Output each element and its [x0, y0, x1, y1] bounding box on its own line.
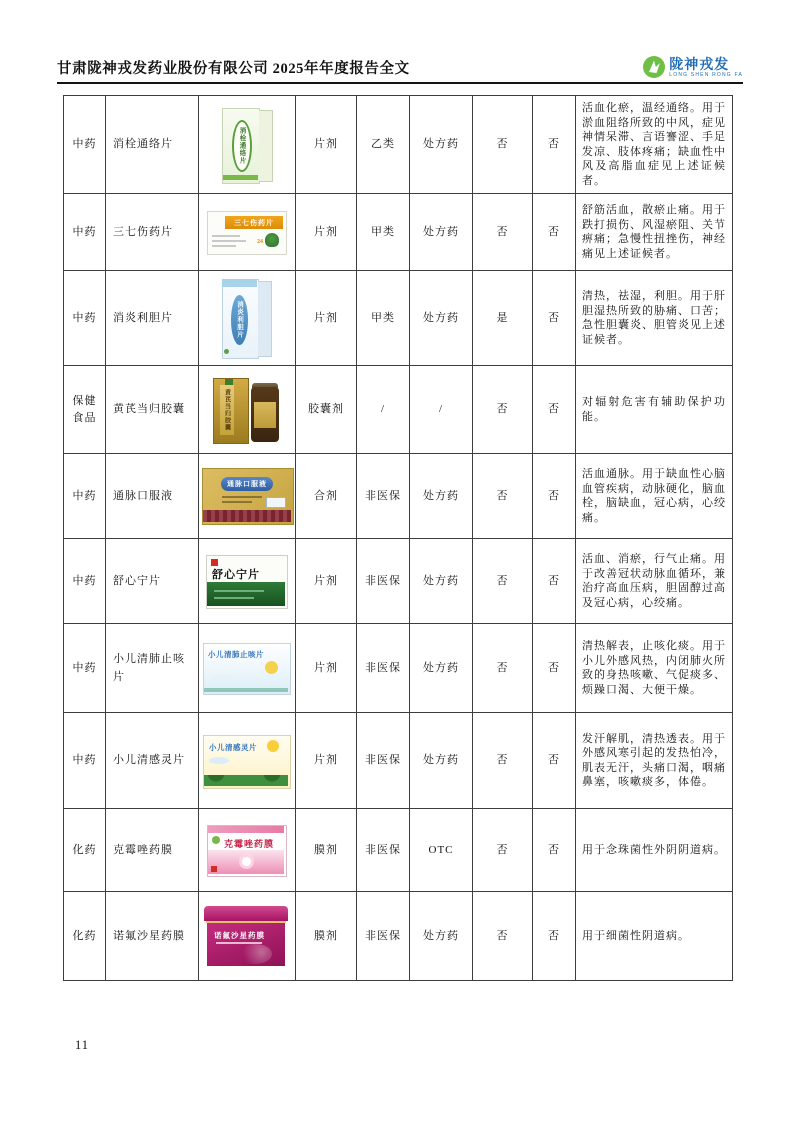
pack-photo-xiaoshuan-tongluo-pian [216, 106, 278, 184]
pack-decoration [212, 240, 246, 242]
cell-rx-class: 处方药 [410, 713, 473, 809]
pack-decoration [223, 175, 258, 180]
cell-product-image [199, 892, 296, 981]
pack-photo-shuxinning-pian [206, 553, 288, 609]
cell-flag-a: 否 [473, 96, 533, 194]
cell-dosage-form: 片剂 [296, 624, 357, 713]
cell-insurance-class: 非医保 [357, 809, 410, 892]
cell-insurance-class: / [357, 366, 410, 454]
cell-category: 中药 [64, 713, 106, 809]
cell-rx-class: 处方药 [410, 624, 473, 713]
cell-product-name: 小儿清感灵片 [106, 713, 199, 809]
cell-flag-b: 否 [533, 454, 576, 539]
pack-label-text: 消栓通络片 [238, 126, 246, 165]
cell-description: 发汗解肌，清热透表。用于外感风寒引起的发热怕冷，肌表无汗，头痛口渴，咽痛鼻塞，咳嗽痰多，体倦。 [576, 713, 733, 809]
pack-decoration [214, 590, 264, 592]
pack-photo-tongmai-koufuye [202, 467, 294, 525]
cell-dosage-form: 膜剂 [296, 809, 357, 892]
cell-product-image [199, 539, 296, 624]
cell-category: 化药 [64, 892, 106, 981]
cell-description: 用于细菌性阴道病。 [576, 892, 733, 981]
cell-dosage-form: 片剂 [296, 271, 357, 366]
pack-pattern-band [203, 510, 291, 522]
pack-cloud-art [211, 675, 233, 682]
cell-product-image [199, 194, 296, 271]
table-row [64, 194, 733, 271]
table-row [64, 96, 733, 194]
pack-label-stripe [220, 385, 234, 435]
table-row [64, 713, 733, 809]
cell-product-image [199, 624, 296, 713]
pack-photo-huangqi-danggui-jiaonang [211, 375, 283, 445]
pack-decoration [204, 688, 288, 692]
pack-label-text: 黄芪当归胶囊 [223, 388, 230, 431]
pack-label-text: 三七伤药片 [234, 218, 274, 227]
pack-badge [212, 836, 220, 844]
cell-category: 中药 [64, 539, 106, 624]
pack-side-face [259, 110, 273, 182]
pack-label-text: 克霉唑药膜 [224, 839, 275, 849]
pack-label-text: 小儿清肺止咳片 [208, 650, 264, 659]
cell-flag-a: 否 [473, 713, 533, 809]
document-title: 甘肃陇神戎发药业股份有限公司 2025年年度报告全文 [57, 61, 410, 77]
cell-flag-b: 否 [533, 713, 576, 809]
cell-insurance-class: 非医保 [357, 454, 410, 539]
pack-dose-text: 24 [257, 239, 263, 245]
table-row [64, 366, 733, 454]
pack-label-text: 小儿清感灵片 [209, 742, 257, 752]
cell-flag-b: 否 [533, 809, 576, 892]
cell-product-image [199, 366, 296, 454]
logo-name-en: LONG SHEN RONG FA [669, 71, 743, 78]
logo-text [669, 57, 743, 78]
cell-product-name: 舒心宁片 [106, 539, 199, 624]
cell-product-name: 三七伤药片 [106, 194, 199, 271]
cell-description: 清热解表，止咳化痰。用于小儿外感风热，内闭肺火所致的身热咳嗽、气促痰多、烦躁口渴、大便干燥。 [576, 624, 733, 713]
pack-decoration [222, 496, 262, 498]
pack-decoration [222, 501, 252, 503]
cell-description: 活血化瘀，温经通络。用于淤血阻络所致的中风，症见神情呆滞、言语謇涩、手足发凉、肢体疼痛；缺血性中风及高脂血症见上述证候者。 [576, 96, 733, 194]
pack-label-text: 诺氟沙星药膜 [214, 931, 265, 940]
pack-label-text: 消炎利胆片 [236, 301, 243, 339]
table-row [64, 809, 733, 892]
pack-side-face [258, 281, 272, 357]
cell-flag-a: 否 [473, 624, 533, 713]
cell-description: 活血通脉。用于缺血性心脑血管疾病，动脉硬化，脑血栓，脑缺血，冠心病，心绞痛。 [576, 454, 733, 539]
cell-flag-a: 是 [473, 271, 533, 366]
cell-flag-b: 否 [533, 96, 576, 194]
cell-description: 活血、消瘀，行气止痛。用于改善冠状动脉血循环，兼治疗高血压病，胆固醇过高及冠心病，心绞痛。 [576, 539, 733, 624]
pack-oval-label [231, 295, 248, 345]
cell-flag-b: 否 [533, 194, 576, 271]
cell-product-image [199, 713, 296, 809]
pack-decoration [212, 235, 240, 237]
cell-product-image [199, 96, 296, 194]
cell-category: 中药 [64, 624, 106, 713]
cell-category: 中药 [64, 194, 106, 271]
cell-rx-class: 处方药 [410, 271, 473, 366]
table-row [64, 892, 733, 981]
table-row [64, 624, 733, 713]
cell-flag-b: 否 [533, 892, 576, 981]
cell-category: 保健食品 [64, 366, 106, 454]
cell-flag-a: 否 [473, 539, 533, 624]
pack-decoration [214, 597, 254, 599]
cell-rx-class: 处方药 [410, 194, 473, 271]
cell-category: 中药 [64, 271, 106, 366]
logo-name-cn: 陇神戎发 [669, 55, 730, 72]
product-table [63, 95, 733, 981]
table-row [64, 539, 733, 624]
cell-flag-a: 否 [473, 892, 533, 981]
pack-grass-art [204, 775, 288, 786]
pack-label-text: 舒心宁片 [212, 569, 260, 581]
pack-moon-art [265, 661, 278, 674]
cell-flag-b: 否 [533, 539, 576, 624]
cell-product-name: 通脉口服液 [106, 454, 199, 539]
cell-dosage-form: 片剂 [296, 539, 357, 624]
cell-insurance-class: 非医保 [357, 624, 410, 713]
pack-photo-xiaoer-qingfei-zhike-pian [203, 641, 291, 695]
cell-dosage-form: 胶囊剂 [296, 366, 357, 454]
cell-rx-class: / [410, 366, 473, 454]
cell-dosage-form: 片剂 [296, 96, 357, 194]
pack-photo-kemeizuo-yaomo [207, 823, 287, 877]
pack-green-band [207, 582, 285, 606]
pack-title-band [225, 216, 283, 229]
cell-insurance-class: 非医保 [357, 892, 410, 981]
cell-category: 中药 [64, 454, 106, 539]
cell-product-name: 克霉唑药膜 [106, 809, 199, 892]
pack-lid [204, 906, 288, 921]
pack-decoration [224, 349, 229, 354]
table-row [64, 271, 733, 366]
cell-rx-class: 处方药 [410, 892, 473, 981]
cell-rx-class: 处方药 [410, 454, 473, 539]
cell-flag-b: 否 [533, 271, 576, 366]
cell-insurance-class: 甲类 [357, 271, 410, 366]
pack-cloud-art [209, 757, 229, 764]
cell-category: 化药 [64, 809, 106, 892]
pack-label-text: 通脉口服液 [227, 480, 267, 488]
cell-description: 用于念珠菌性外阴阴道病。 [576, 809, 733, 892]
pack-photo-xiaoyan-lidan-pian [217, 277, 277, 359]
page-header [57, 42, 743, 84]
cell-product-name: 诺氟沙星药膜 [106, 892, 199, 981]
pack-decoration [238, 944, 272, 964]
cell-product-name: 黄芪当归胶囊 [106, 366, 199, 454]
cell-flag-b: 否 [533, 624, 576, 713]
cell-rx-class: 处方药 [410, 539, 473, 624]
cell-product-image [199, 454, 296, 539]
cell-product-name: 消栓通络片 [106, 96, 199, 194]
cell-flag-a: 否 [473, 454, 533, 539]
cell-dosage-form: 合剂 [296, 454, 357, 539]
cell-product-image [199, 271, 296, 366]
cell-insurance-class: 非医保 [357, 713, 410, 809]
cell-flag-a: 否 [473, 366, 533, 454]
company-logo [643, 56, 743, 78]
cell-category: 中药 [64, 96, 106, 194]
pack-photo-xiaoer-qingganling-pian [203, 733, 291, 789]
pack-flower-art [239, 854, 254, 869]
pack-otc-mark [211, 559, 218, 566]
cell-dosage-form: 膜剂 [296, 892, 357, 981]
logo-bird-icon [643, 56, 665, 78]
pack-plant-art [265, 233, 279, 247]
pack-pill-label [221, 477, 273, 491]
cell-insurance-class: 甲类 [357, 194, 410, 271]
pack-top-band [208, 826, 284, 833]
table-row [64, 454, 733, 539]
cell-description: 清热，祛湿，利胆。用于肝胆湿热所致的胁痛、口苦；急性胆囊炎、胆管炎见上述证候者。 [576, 271, 733, 366]
pack-decoration [212, 245, 236, 247]
pack-otc-mark [211, 866, 217, 872]
jar-label [254, 402, 276, 428]
cell-insurance-class: 非医保 [357, 539, 410, 624]
pack-photo-sanqi-shangyao-pian [207, 209, 287, 255]
pack-oval-label [232, 120, 252, 172]
pack-sun-art [267, 740, 279, 752]
cell-flag-a: 否 [473, 809, 533, 892]
pack-badge [225, 379, 233, 385]
pack-photo-nuofushaxing-yaomo [204, 904, 290, 968]
cell-dosage-form: 片剂 [296, 713, 357, 809]
cell-rx-class: OTC [410, 809, 473, 892]
cell-description: 舒筋活血，散瘀止痛。用于跌打损伤、风湿瘀阻、关节痹痛；急慢性扭挫伤，神经痛见上述证候者。 [576, 194, 733, 271]
cell-product-image [199, 809, 296, 892]
pack-top-band [222, 279, 257, 287]
cell-rx-class: 处方药 [410, 96, 473, 194]
page-number: 11 [75, 1038, 90, 1052]
cell-product-name: 消炎利胆片 [106, 271, 199, 366]
cell-product-name: 小儿清肺止咳片 [106, 624, 199, 713]
cell-dosage-form: 片剂 [296, 194, 357, 271]
cell-flag-b: 否 [533, 366, 576, 454]
cell-insurance-class: 乙类 [357, 96, 410, 194]
pack-decoration [266, 497, 286, 508]
cell-description: 对辐射危害有辅助保护功能。 [576, 366, 733, 454]
cell-flag-a: 否 [473, 194, 533, 271]
